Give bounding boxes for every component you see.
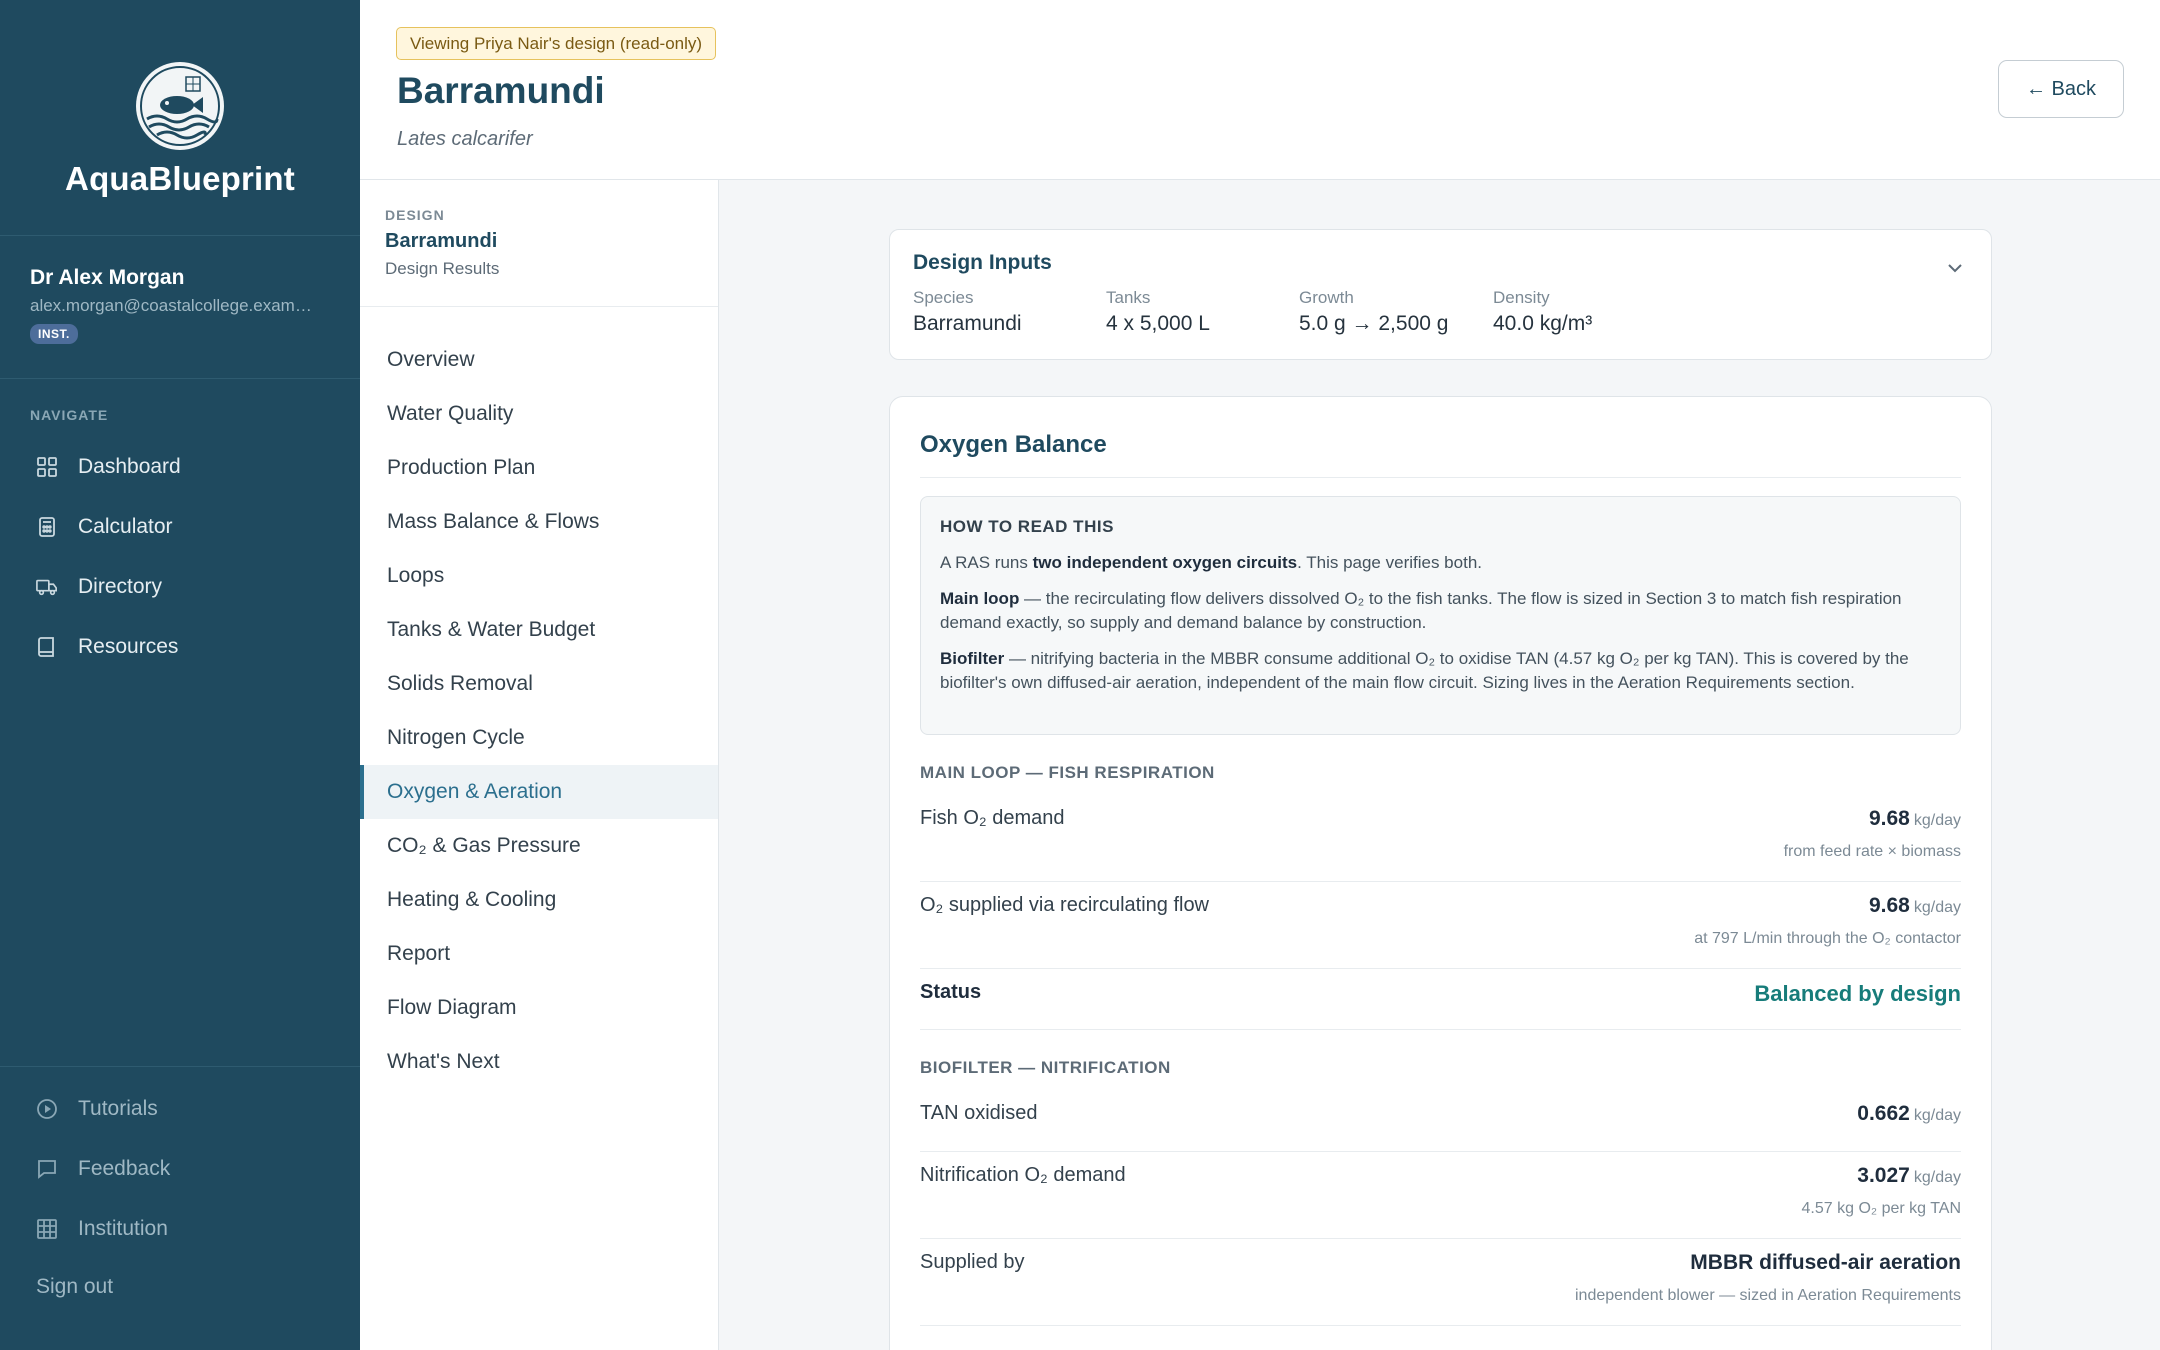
truck-icon <box>36 576 58 598</box>
input-value: Barramundi <box>913 312 1022 335</box>
input-species <box>913 288 1022 336</box>
section-item-mass-balance[interactable]: Mass Balance & Flows <box>387 510 600 533</box>
user-role-badge: INST. <box>30 324 78 344</box>
nav-item-resources[interactable] <box>0 617 360 677</box>
sidebar-bottom <box>0 1066 360 1315</box>
nav-item-label: Feedback <box>78 1157 171 1180</box>
nav-item-feedback[interactable] <box>0 1139 360 1199</box>
input-label: Density <box>1493 288 1550 307</box>
row-note: 4.57 kg O₂ per kg TAN <box>1801 1200 1961 1217</box>
nav-item-calculator[interactable] <box>0 497 360 557</box>
fish-o2-demand-row <box>920 795 1961 882</box>
section-item-co2-gas[interactable]: CO₂ & Gas Pressure <box>387 834 581 857</box>
section-item-production-plan[interactable]: Production Plan <box>387 456 536 479</box>
design-name: Barramundi <box>385 230 498 252</box>
nav-item-directory[interactable] <box>0 557 360 617</box>
chevron-down-icon[interactable] <box>1945 258 1965 278</box>
oxygen-balance-card <box>889 396 1992 1350</box>
page-subtitle: Lates calcarifer <box>397 128 533 150</box>
nav-item-label: Institution <box>78 1217 168 1240</box>
nav-item-tutorials[interactable] <box>0 1079 360 1139</box>
supplied-by-row <box>920 1239 1961 1326</box>
section-item-nitrogen-cycle[interactable]: Nitrogen Cycle <box>387 726 525 749</box>
input-label: Tanks <box>1106 288 1151 307</box>
input-value: 40.0 kg/m³ <box>1493 312 1593 335</box>
divider <box>920 477 1961 478</box>
nav-item-label: Tutorials <box>78 1097 158 1120</box>
app-sidebar <box>0 0 360 1350</box>
book-icon <box>36 636 58 658</box>
input-value: 5.0 g → 2,500 g <box>1299 312 1449 335</box>
readonly-badge: Viewing Priya Nair's design (read-only) <box>396 27 716 60</box>
section-nav <box>360 180 719 1350</box>
section-item-loops[interactable]: Loops <box>387 564 445 587</box>
section-item-overview[interactable]: Overview <box>387 348 475 371</box>
input-label: Species <box>913 288 974 307</box>
design-inputs-card[interactable] <box>889 229 1992 360</box>
input-growth <box>1299 288 1448 336</box>
how-to-biofilter: Biofilter — nitrifying bacteria in the MBBR consume additional O₂ to oxidise TAN (4.57 kg O₂ per kg TAN). This is covered by the biofilter's own diffused-air aeration, independent of the main flow circuit. Sizing lives in the Aeration Requirements section. <box>940 649 1909 692</box>
tan-oxidised-row <box>920 1090 1961 1152</box>
section-item-water-quality[interactable]: Water Quality <box>387 402 514 425</box>
main-nav <box>0 437 360 677</box>
user-profile <box>0 236 360 379</box>
design-label: DESIGN <box>385 207 445 223</box>
calculator-icon <box>36 516 58 538</box>
nav-item-label: Directory <box>78 575 163 598</box>
row-value: 0.662 kg/day <box>1857 1102 1961 1125</box>
section-item-report[interactable]: Report <box>387 942 451 965</box>
brand-name: AquaBlueprint <box>65 160 295 197</box>
user-name: Dr Alex Morgan <box>30 266 185 289</box>
design-inputs-title: Design Inputs <box>913 251 1052 274</box>
building-icon <box>36 1218 58 1240</box>
play-circle-icon <box>36 1098 58 1120</box>
nitrification-demand-row <box>920 1152 1961 1239</box>
row-label: Supplied by <box>920 1251 1025 1273</box>
design-subtitle: Design Results <box>385 259 500 278</box>
status-row <box>920 969 1961 1030</box>
how-to-read-box <box>920 496 1961 735</box>
sign-out-link[interactable]: Sign out <box>36 1275 114 1298</box>
grid-icon <box>36 456 58 478</box>
nav-item-institution[interactable] <box>0 1199 360 1259</box>
section-item-whats-next[interactable]: What's Next <box>387 1050 500 1073</box>
row-note: from feed rate × biomass <box>1783 843 1961 860</box>
biofilter-heading: BIOFILTER — NITRIFICATION <box>920 1058 1171 1077</box>
message-icon <box>36 1158 58 1180</box>
page-header <box>360 0 2160 180</box>
nav-item-label: Resources <box>78 635 179 658</box>
section-item-solids-removal[interactable]: Solids Removal <box>387 672 533 695</box>
user-email: alex.morgan@coastalcollege.exam… <box>30 296 312 315</box>
row-value: 9.68 kg/day <box>1868 894 1961 917</box>
input-tanks <box>1106 288 1210 336</box>
how-to-intro: A RAS runs two independent oxygen circuits. This page verifies both. <box>940 553 1482 572</box>
page-title: Barramundi <box>397 70 605 111</box>
row-note: independent blower — sized in Aeration Requirements <box>1574 1287 1961 1304</box>
row-value: MBBR diffused-air aeration <box>1690 1251 1961 1274</box>
input-label: Growth <box>1299 288 1354 307</box>
status-value: Balanced by design <box>1754 981 1961 1006</box>
row-value: 9.68 kg/day <box>1868 807 1961 830</box>
section-item-heating-cooling[interactable]: Heating & Cooling <box>387 888 557 911</box>
nav-item-label: Dashboard <box>78 455 181 478</box>
input-value: 4 x 5,000 L <box>1106 312 1210 335</box>
row-label: Nitrification O₂ demand <box>920 1164 1126 1186</box>
how-to-main-loop: Main loop — the recirculating flow delivers dissolved O₂ to the fish tanks. The flow is sized in Section 3 to match fish respiration demand exactly, so supply and demand balance by construction. <box>940 589 1902 632</box>
how-to-heading: HOW TO READ THIS <box>940 517 1114 536</box>
back-button[interactable]: ← Back <box>1998 60 2124 118</box>
row-label: Fish O₂ demand <box>920 807 1065 829</box>
section-item-flow-diagram[interactable]: Flow Diagram <box>387 996 517 1019</box>
nav-item-label: Calculator <box>78 515 173 538</box>
nav-section-label: NAVIGATE <box>30 407 109 423</box>
main-loop-heading: MAIN LOOP — FISH RESPIRATION <box>920 763 1215 782</box>
section-list <box>360 333 718 1089</box>
row-label: Status <box>920 981 982 1003</box>
design-meta <box>360 180 718 307</box>
nav-item-dashboard[interactable] <box>0 437 360 497</box>
row-label: O₂ supplied via recirculating flow <box>920 894 1210 916</box>
row-label: TAN oxidised <box>920 1102 1038 1124</box>
brand <box>0 0 360 236</box>
input-density <box>1493 288 1592 336</box>
oxygen-balance-title: Oxygen Balance <box>920 431 1107 458</box>
section-item-tanks[interactable]: Tanks & Water Budget <box>387 618 596 641</box>
row-value: 3.027 kg/day <box>1857 1164 1961 1187</box>
row-note: at 797 L/min through the O₂ contactor <box>1694 930 1961 947</box>
section-item-oxygen-aeration[interactable]: Oxygen & Aeration <box>360 765 718 819</box>
o2-supplied-row <box>920 882 1961 969</box>
logo-fish-icon[interactable] <box>136 62 224 150</box>
